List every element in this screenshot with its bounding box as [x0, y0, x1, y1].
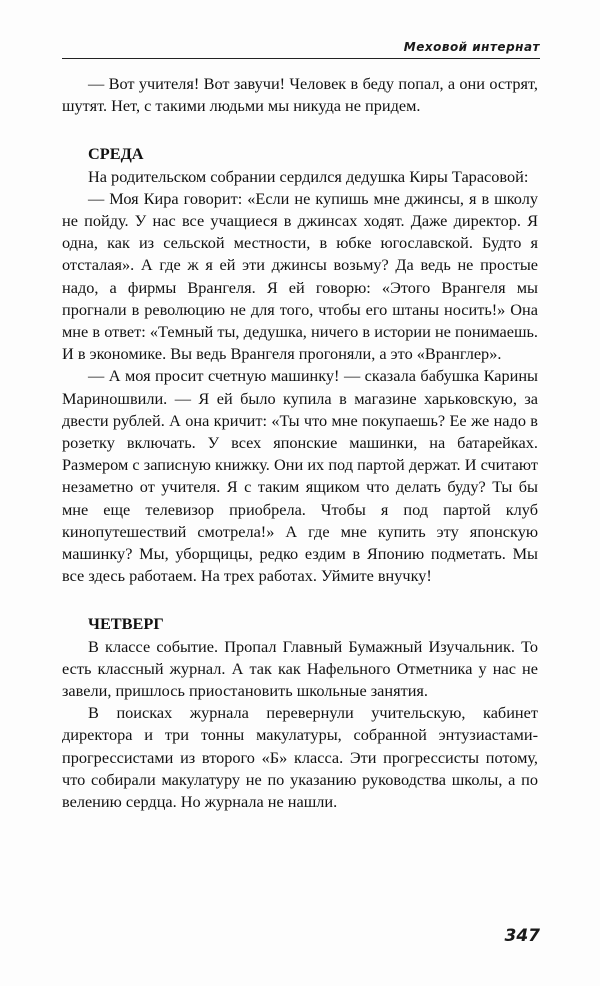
heading-wednesday: СРЕДА — [88, 144, 144, 164]
header-rule — [62, 58, 540, 59]
paragraph-teachers: — Вот учителя! Вот завучи! Человек в беду попал, а они острят, шутят. Нет, с такими людьми мы никуда не придем. — [62, 74, 538, 116]
section-gap — [62, 117, 538, 143]
running-head: Меховой интернат — [403, 40, 540, 54]
paragraph-search: В поисках журнала перевернули учительскую, кабинет директора и три тонны макулатуры, собранной энтузиастами-прогрессистами из второго «Б» класса. Эти прогрессисты потому, что собирали макулатуру не по указанию руководства школы, а по велению сердца. Но журнала не нашли. — [62, 703, 538, 812]
heading-thursday: ЧЕТВЕРГ — [88, 614, 164, 634]
paragraph-calculator: — А моя просит счетную машинку! — сказала бабушка Карины Мариношвили. — Я ей было купила в магазине харьковскую, за двести рублей. А она кричит: «Ты что мне покупаешь? Ее же надо в розетку включать. У всех японские машинки, на батарейках. Размером с записную книжку. Они их под партой держат. И считают незаметно от учителя. Я с таким ящиком что делать буду? Ты бы мне еще телевизор приобрела. Чтобы я под партой клуб кинопутешествий смотрела!» А где мне купить эту японскую машинку? Мы, уборщицы, редко ездим в Японию подметать. Мы все здесь работаем. На трех работах. Уймите внучку! — [62, 366, 538, 586]
section-gap — [62, 587, 538, 613]
paragraph-journal-missing: В классе событие. Пропал Главный Бумажный Изучальник. То есть классный журнал. А так как Нафельного Отметника у нас не завели, пришлось приостановить школьные занятия. — [62, 636, 538, 701]
page-number: 347 — [504, 926, 540, 946]
page-text — [62, 73, 538, 813]
paragraph-meeting: На родительском собрании сердился дедушка Киры Тарасовой: — [88, 166, 529, 186]
paragraph-kira-jeans: — Моя Кира говорит: «Если не купишь мне джинсы, я в школу не пойду. У нас все учащиеся в джинсах ходят. Даже директор. Я одна, как из сельской местности, в юбке югославской. Будто я отсталая». А где ж я ей эти джинсы возьму? Да ведь не простые надо, а фирмы Врангеля. Я ей говорю: «Этого Врангеля мы прогнали в революцию не для того, чтобы его штаны носить!» Она мне в ответ: «Темный ты, дедушка, ничего в истории не понимаешь. И в экономике. Вы ведь Врангеля прогоняли, а это «Вранглер». — [62, 188, 538, 364]
